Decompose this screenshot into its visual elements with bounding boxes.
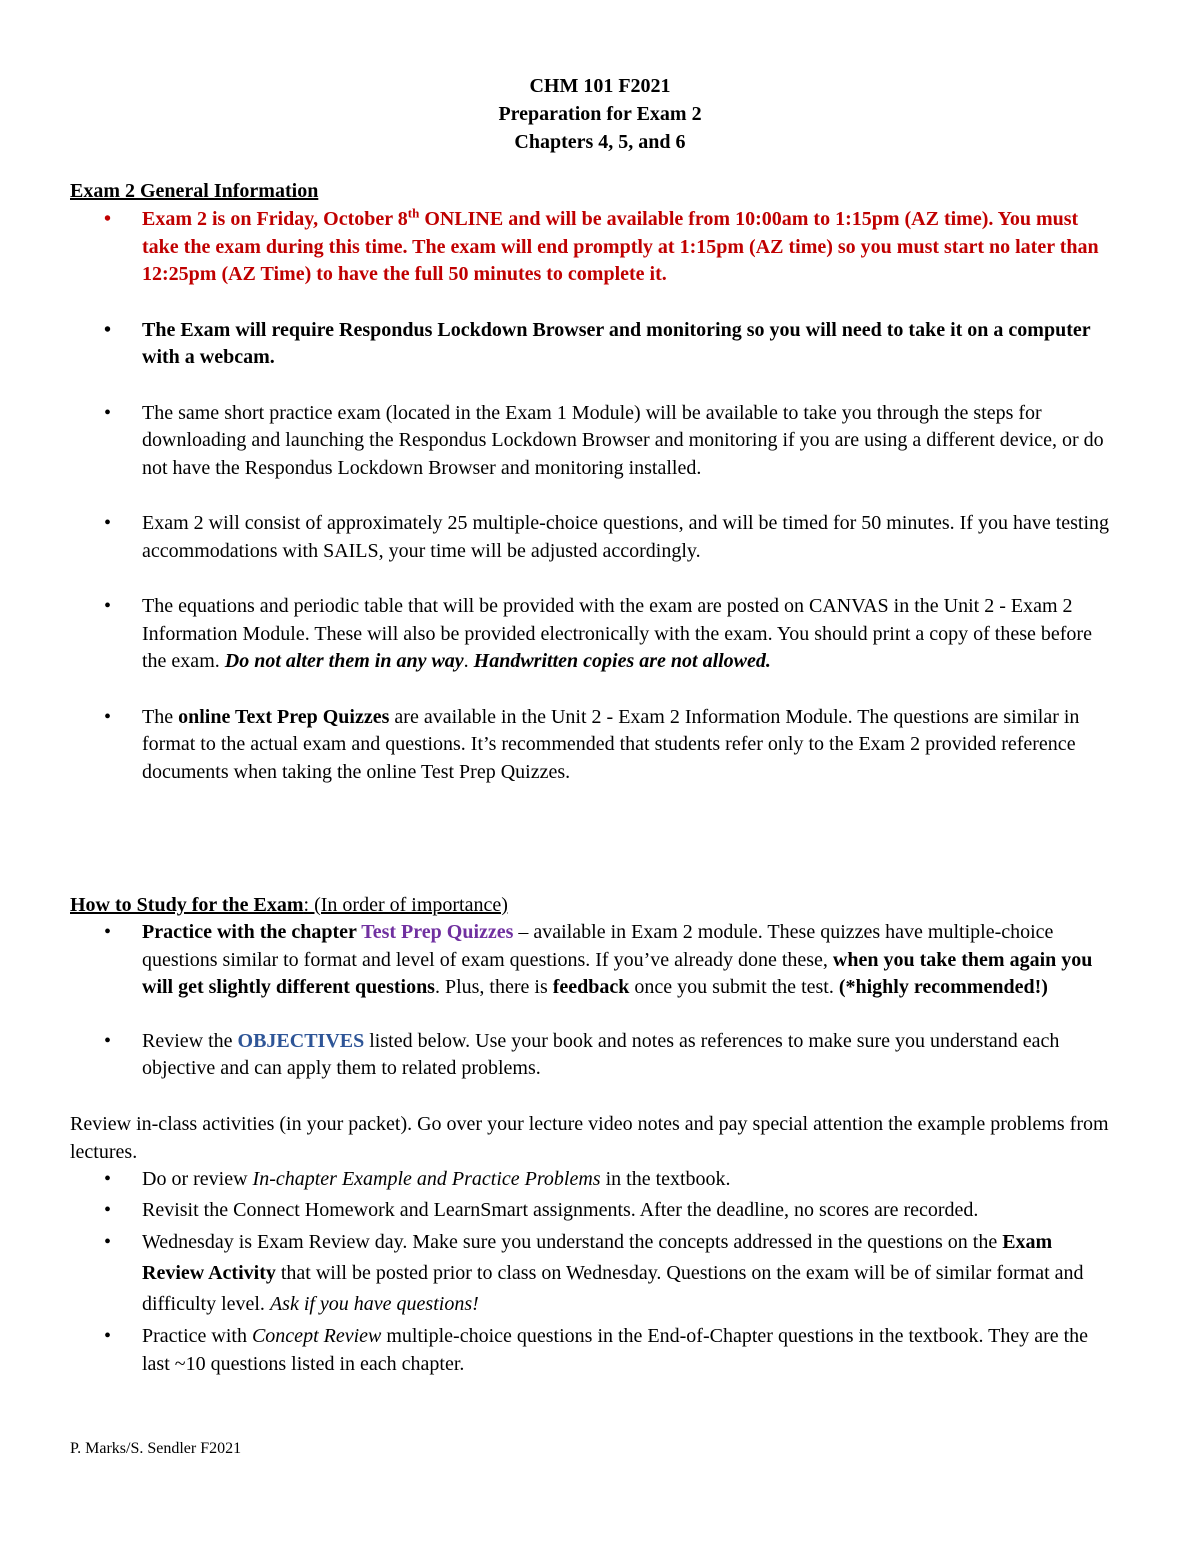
- list-item: • Do or review In-chapter Example and Practice Problems in the textbook.: [70, 1166, 1110, 1194]
- list-item: • The Exam will require Respondus Lockdown Browser and monitoring so you will need to take it on a computer with a webcam.: [70, 317, 1110, 372]
- list-item: • Revisit the Connect Homework and LearnSmart assignments. After the deadline, no scores are recorded.: [70, 1197, 1110, 1225]
- study-heading: [70, 892, 508, 918]
- general-info-heading: [70, 178, 318, 204]
- general-info-title: Exam 2 General Information: [70, 180, 319, 202]
- list-item: • Exam 2 will consist of approximately 25 multiple-choice questions, and will be timed for 50 minutes. If you have testing accommodations with SAILS, your time will be adjusted accordingly.: [70, 510, 1110, 565]
- list-item: • Wednesday is Exam Review day. Make sure you understand the concepts addressed in the questions on the Exam Review Activity that will be posted prior to class on Wednesday. Questions on the exam will be of similar format and difficulty level. Ask if you have questions!: [70, 1227, 1110, 1320]
- list-item: • The equations and periodic table that will be provided with the exam are posted on CANVAS in the Unit 2 - Exam 2 Information Module. These will also be provided electronically with the exam. You should print a copy of these before the exam. Do not alter them in any way. Handwritten copies are not allowed.: [70, 593, 1110, 676]
- list-item: • The online Text Prep Quizzes are available in the Unit 2 - Exam 2 Information Module. The questions are similar in format to the actual exam and questions. It’s recommended that students refer only to the Exam 2 provided reference documents when taking the online Test Prep Quizzes.: [70, 704, 1110, 787]
- list-item: • The same short practice exam (located in the Exam 1 Module) will be available to take you through the steps for downloading and launching the Respondus Lockdown Browser and monitoring if you are using a different device, or do not have the Respondus Lockdown Browser and monitoring installed.: [70, 400, 1110, 483]
- in-class-review-paragraph: Review in-class activities (in your packet). Go over your lecture video notes and pay special attention the example problems from lectures.: [70, 1113, 1109, 1163]
- course-title: CHM 101 F2021: [529, 75, 671, 97]
- document-title: Preparation for Exam 2: [498, 103, 702, 125]
- study-subtitle: : (In order of importance): [303, 894, 508, 916]
- list-item: • Practice with the chapter Test Prep Quizzes – available in Exam 2 module. These quizzes have multiple-choice questions similar to format and level of exam questions. If you’ve already done these, when you take them again you will get slightly different questions. Plus, there is feedback once you submit the test. (*highly recommended!): [70, 919, 1110, 1002]
- study-list-continued: [70, 1166, 1110, 1378]
- chapters-subtitle: Chapters 4, 5, and 6: [514, 131, 686, 153]
- document-header: [0, 72, 1200, 156]
- list-item: • Review the OBJECTIVES listed below. Use your book and notes as references to make sure you understand each objective and can apply them to related problems.: [70, 1028, 1110, 1083]
- list-item: • Exam 2 is on Friday, October 8th ONLINE and will be available from 10:00am to 1:15pm (AZ time). You must take the exam during this time. The exam will end promptly at 1:15pm (AZ time) so you must start no later than 12:25pm (AZ Time) to have the full 50 minutes to complete it.: [70, 206, 1110, 289]
- page-footer: P. Marks/S. Sendler F2021: [70, 1440, 242, 1457]
- general-info-list: [70, 206, 1110, 786]
- study-title: How to Study for the Exam: [70, 894, 304, 916]
- study-list: [70, 919, 1110, 1083]
- list-item: • Practice with Concept Review multiple-choice questions in the End-of-Chapter questions in the textbook. They are the last ~10 questions listed in each chapter.: [70, 1323, 1110, 1378]
